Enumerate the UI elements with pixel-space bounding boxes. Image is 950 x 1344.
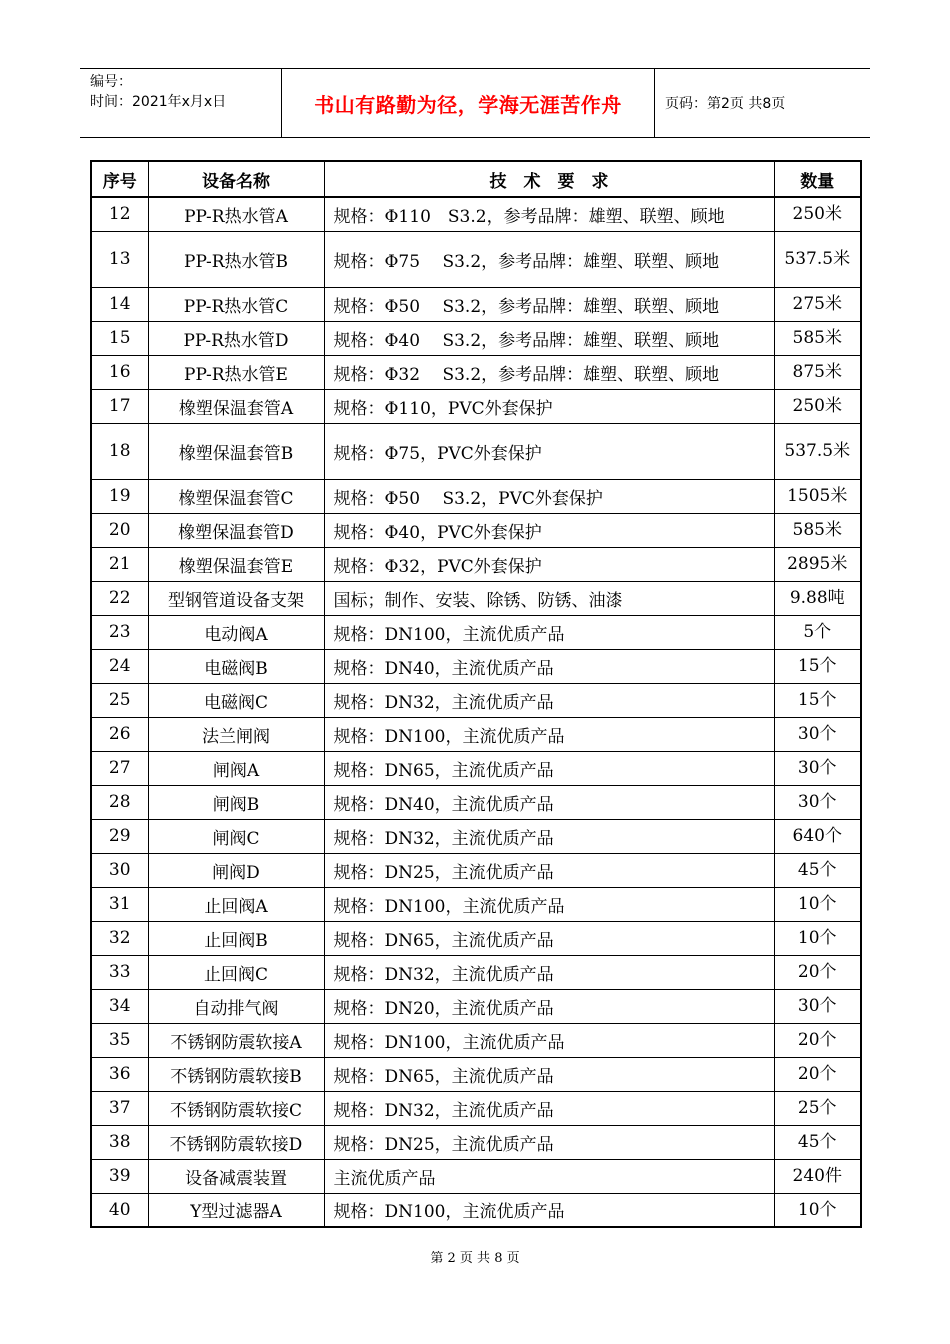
quantity-cell: 585米 [774,513,861,547]
row-number-cell: 37 [91,1091,148,1125]
spec-cell: 规格：DN40，主流优质产品 [324,785,774,819]
quantity-cell: 640个 [774,819,861,853]
equipment-name-cell: 橡塑保温套管D [148,513,324,547]
spec-cell: 规格：DN25，主流优质产品 [324,853,774,887]
quantity-cell: 45个 [774,1125,861,1159]
spec-cell: 规格：Φ50 S3.2，参考品牌：雄塑、联塑、顾地 [324,287,774,321]
quantity-cell: 15个 [774,683,861,717]
row-number-cell: 34 [91,989,148,1023]
equipment-name-cell: 法兰闸阀 [148,717,324,751]
row-number-cell: 40 [91,1193,148,1227]
spec-cell: 主流优质产品 [324,1159,774,1193]
equipment-name-cell: 闸阀A [148,751,324,785]
quantity-cell: 537.5米 [774,423,861,479]
quantity-cell: 20个 [774,1023,861,1057]
document-date: 时间：2021年x月x日 [90,94,227,110]
row-number-cell: 26 [91,717,148,751]
column-header-no: 序号 [91,161,148,197]
quantity-cell: 9.88吨 [774,581,861,615]
quantity-cell: 2895米 [774,547,861,581]
row-number-cell: 35 [91,1023,148,1057]
row-number-cell: 30 [91,853,148,887]
row-number-cell: 14 [91,287,148,321]
table-row [91,1091,861,1125]
spec-cell: 规格：Φ75，PVC外套保护 [324,423,774,479]
row-number-cell: 31 [91,887,148,921]
column-header-qty: 数量 [774,161,861,197]
spec-cell: 规格：DN65，主流优质产品 [324,751,774,785]
row-number-cell: 20 [91,513,148,547]
row-number-cell: 39 [91,1159,148,1193]
quantity-cell: 30个 [774,785,861,819]
quantity-cell: 45个 [774,853,861,887]
table-row [91,355,861,389]
row-number-cell: 21 [91,547,148,581]
spec-cell: 规格：DN40，主流优质产品 [324,649,774,683]
table-row [91,321,861,355]
table-row [91,785,861,819]
header-motto-cell [282,69,655,137]
quantity-cell: 10个 [774,921,861,955]
table-row [91,389,861,423]
table-row [91,423,861,479]
spec-cell: 规格：DN100，主流优质产品 [324,1023,774,1057]
quantity-cell: 5个 [774,615,861,649]
spec-cell: 规格：DN100，主流优质产品 [324,887,774,921]
header-page-info [655,69,870,137]
spec-cell: 规格：DN100，主流优质产品 [324,717,774,751]
header-motto: 书山有路勤为径，学海无涯苦作舟 [314,92,622,117]
quantity-cell: 275米 [774,287,861,321]
table-row [91,1193,861,1227]
row-number-cell: 32 [91,921,148,955]
row-number-cell: 18 [91,423,148,479]
table-row [91,887,861,921]
equipment-name-cell: PP-R热水管A [148,197,324,231]
equipment-name-cell: 橡塑保温套管E [148,547,324,581]
equipment-name-cell: PP-R热水管D [148,321,324,355]
table-row [91,547,861,581]
spec-cell: 规格：DN65，主流优质产品 [324,921,774,955]
spec-cell: 规格：Φ75 S3.2，参考品牌：雄塑、联塑、顾地 [324,231,774,287]
row-number-cell: 28 [91,785,148,819]
equipment-name-cell: 电磁阀C [148,683,324,717]
quantity-cell: 15个 [774,649,861,683]
document-number-label: 编号： [90,74,132,90]
quantity-cell: 1505米 [774,479,861,513]
equipment-name-cell: 自动排气阀 [148,989,324,1023]
table-row [91,1159,861,1193]
quantity-cell: 20个 [774,1057,861,1091]
table-row [91,513,861,547]
row-number-cell: 38 [91,1125,148,1159]
equipment-name-cell: 闸阀C [148,819,324,853]
equipment-name-cell: 止回阀C [148,955,324,989]
table-body [91,197,861,1227]
table-row [91,989,861,1023]
spec-cell: 规格：Φ40，PVC外套保护 [324,513,774,547]
row-number-cell: 24 [91,649,148,683]
equipment-name-cell: 不锈钢防震软接B [148,1057,324,1091]
row-number-cell: 23 [91,615,148,649]
row-number-cell: 29 [91,819,148,853]
quantity-cell: 585米 [774,321,861,355]
spec-cell: 规格：DN25，主流优质产品 [324,1125,774,1159]
table-row [91,1023,861,1057]
quantity-cell: 30个 [774,989,861,1023]
spec-cell: 规格：Φ110，PVC外套保护 [324,389,774,423]
spec-cell: 规格：Φ50 S3.2，PVC外套保护 [324,479,774,513]
equipment-table [90,160,862,1228]
table-row [91,955,861,989]
page-footer: 第 2 页 共 8 页 [430,1251,520,1266]
table-row [91,1057,861,1091]
quantity-cell: 30个 [774,751,861,785]
equipment-name-cell: 不锈钢防震软接A [148,1023,324,1057]
spec-cell: 规格：Φ32，PVC外套保护 [324,547,774,581]
equipment-name-cell: 电磁阀B [148,649,324,683]
spec-cell: 规格：DN100，主流优质产品 [324,1193,774,1227]
quantity-cell: 20个 [774,955,861,989]
table-row [91,479,861,513]
equipment-name-cell: PP-R热水管E [148,355,324,389]
table-row [91,581,861,615]
equipment-name-cell: 橡塑保温套管B [148,423,324,479]
quantity-cell: 30个 [774,717,861,751]
spec-cell: 规格：Φ40 S3.2，参考品牌：雄塑、联塑、顾地 [324,321,774,355]
spec-cell: 规格：DN100，主流优质产品 [324,615,774,649]
spec-cell: 规格：Φ110 S3.2，参考品牌：雄塑、联塑、顾地 [324,197,774,231]
column-header-spec: 技 术 要 求 [324,161,774,197]
spec-cell: 规格：DN32，主流优质产品 [324,819,774,853]
table-row [91,287,861,321]
table-header-row [91,161,861,197]
column-header-name: 设备名称 [148,161,324,197]
row-number-cell: 16 [91,355,148,389]
equipment-name-cell: Y型过滤器A [148,1193,324,1227]
equipment-name-cell: 不锈钢防震软接C [148,1091,324,1125]
spec-cell: 规格：DN20，主流优质产品 [324,989,774,1023]
equipment-name-cell: 电动阀A [148,615,324,649]
table-row [91,649,861,683]
equipment-name-cell: PP-R热水管C [148,287,324,321]
quantity-cell: 25个 [774,1091,861,1125]
quantity-cell: 10个 [774,1193,861,1227]
equipment-name-cell: 闸阀D [148,853,324,887]
spec-cell: 规格：Φ32 S3.2，参考品牌：雄塑、联塑、顾地 [324,355,774,389]
table-row [91,1125,861,1159]
spec-cell: 规格：DN32，主流优质产品 [324,683,774,717]
spec-cell: 国标；制作、安装、除锈、防锈、油漆 [324,581,774,615]
equipment-name-cell: 止回阀A [148,887,324,921]
table-row [91,683,861,717]
table-row [91,231,861,287]
equipment-name-cell: PP-R热水管B [148,231,324,287]
table-row [91,819,861,853]
equipment-name-cell: 闸阀B [148,785,324,819]
row-number-cell: 13 [91,231,148,287]
page-number-label: 页码：第2页 共8页 [665,96,786,112]
quantity-cell: 250米 [774,389,861,423]
quantity-cell: 10个 [774,887,861,921]
row-number-cell: 36 [91,1057,148,1091]
row-number-cell: 19 [91,479,148,513]
equipment-name-cell: 橡塑保温套管A [148,389,324,423]
quantity-cell: 875米 [774,355,861,389]
table-row [91,717,861,751]
row-number-cell: 25 [91,683,148,717]
table-row [91,751,861,785]
table-row [91,921,861,955]
table-row [91,853,861,887]
equipment-name-cell: 型钢管道设备支架 [148,581,324,615]
spec-cell: 规格：DN65，主流优质产品 [324,1057,774,1091]
header-meta [80,69,282,137]
row-number-cell: 22 [91,581,148,615]
page-header [80,68,870,138]
equipment-name-cell: 止回阀B [148,921,324,955]
equipment-name-cell: 设备减震装置 [148,1159,324,1193]
table-row [91,615,861,649]
row-number-cell: 17 [91,389,148,423]
row-number-cell: 15 [91,321,148,355]
quantity-cell: 537.5米 [774,231,861,287]
equipment-name-cell: 橡塑保温套管C [148,479,324,513]
row-number-cell: 27 [91,751,148,785]
quantity-cell: 240件 [774,1159,861,1193]
equipment-name-cell: 不锈钢防震软接D [148,1125,324,1159]
spec-cell: 规格：DN32，主流优质产品 [324,1091,774,1125]
quantity-cell: 250米 [774,197,861,231]
spec-cell: 规格：DN32，主流优质产品 [324,955,774,989]
row-number-cell: 33 [91,955,148,989]
table-row [91,197,861,231]
row-number-cell: 12 [91,197,148,231]
